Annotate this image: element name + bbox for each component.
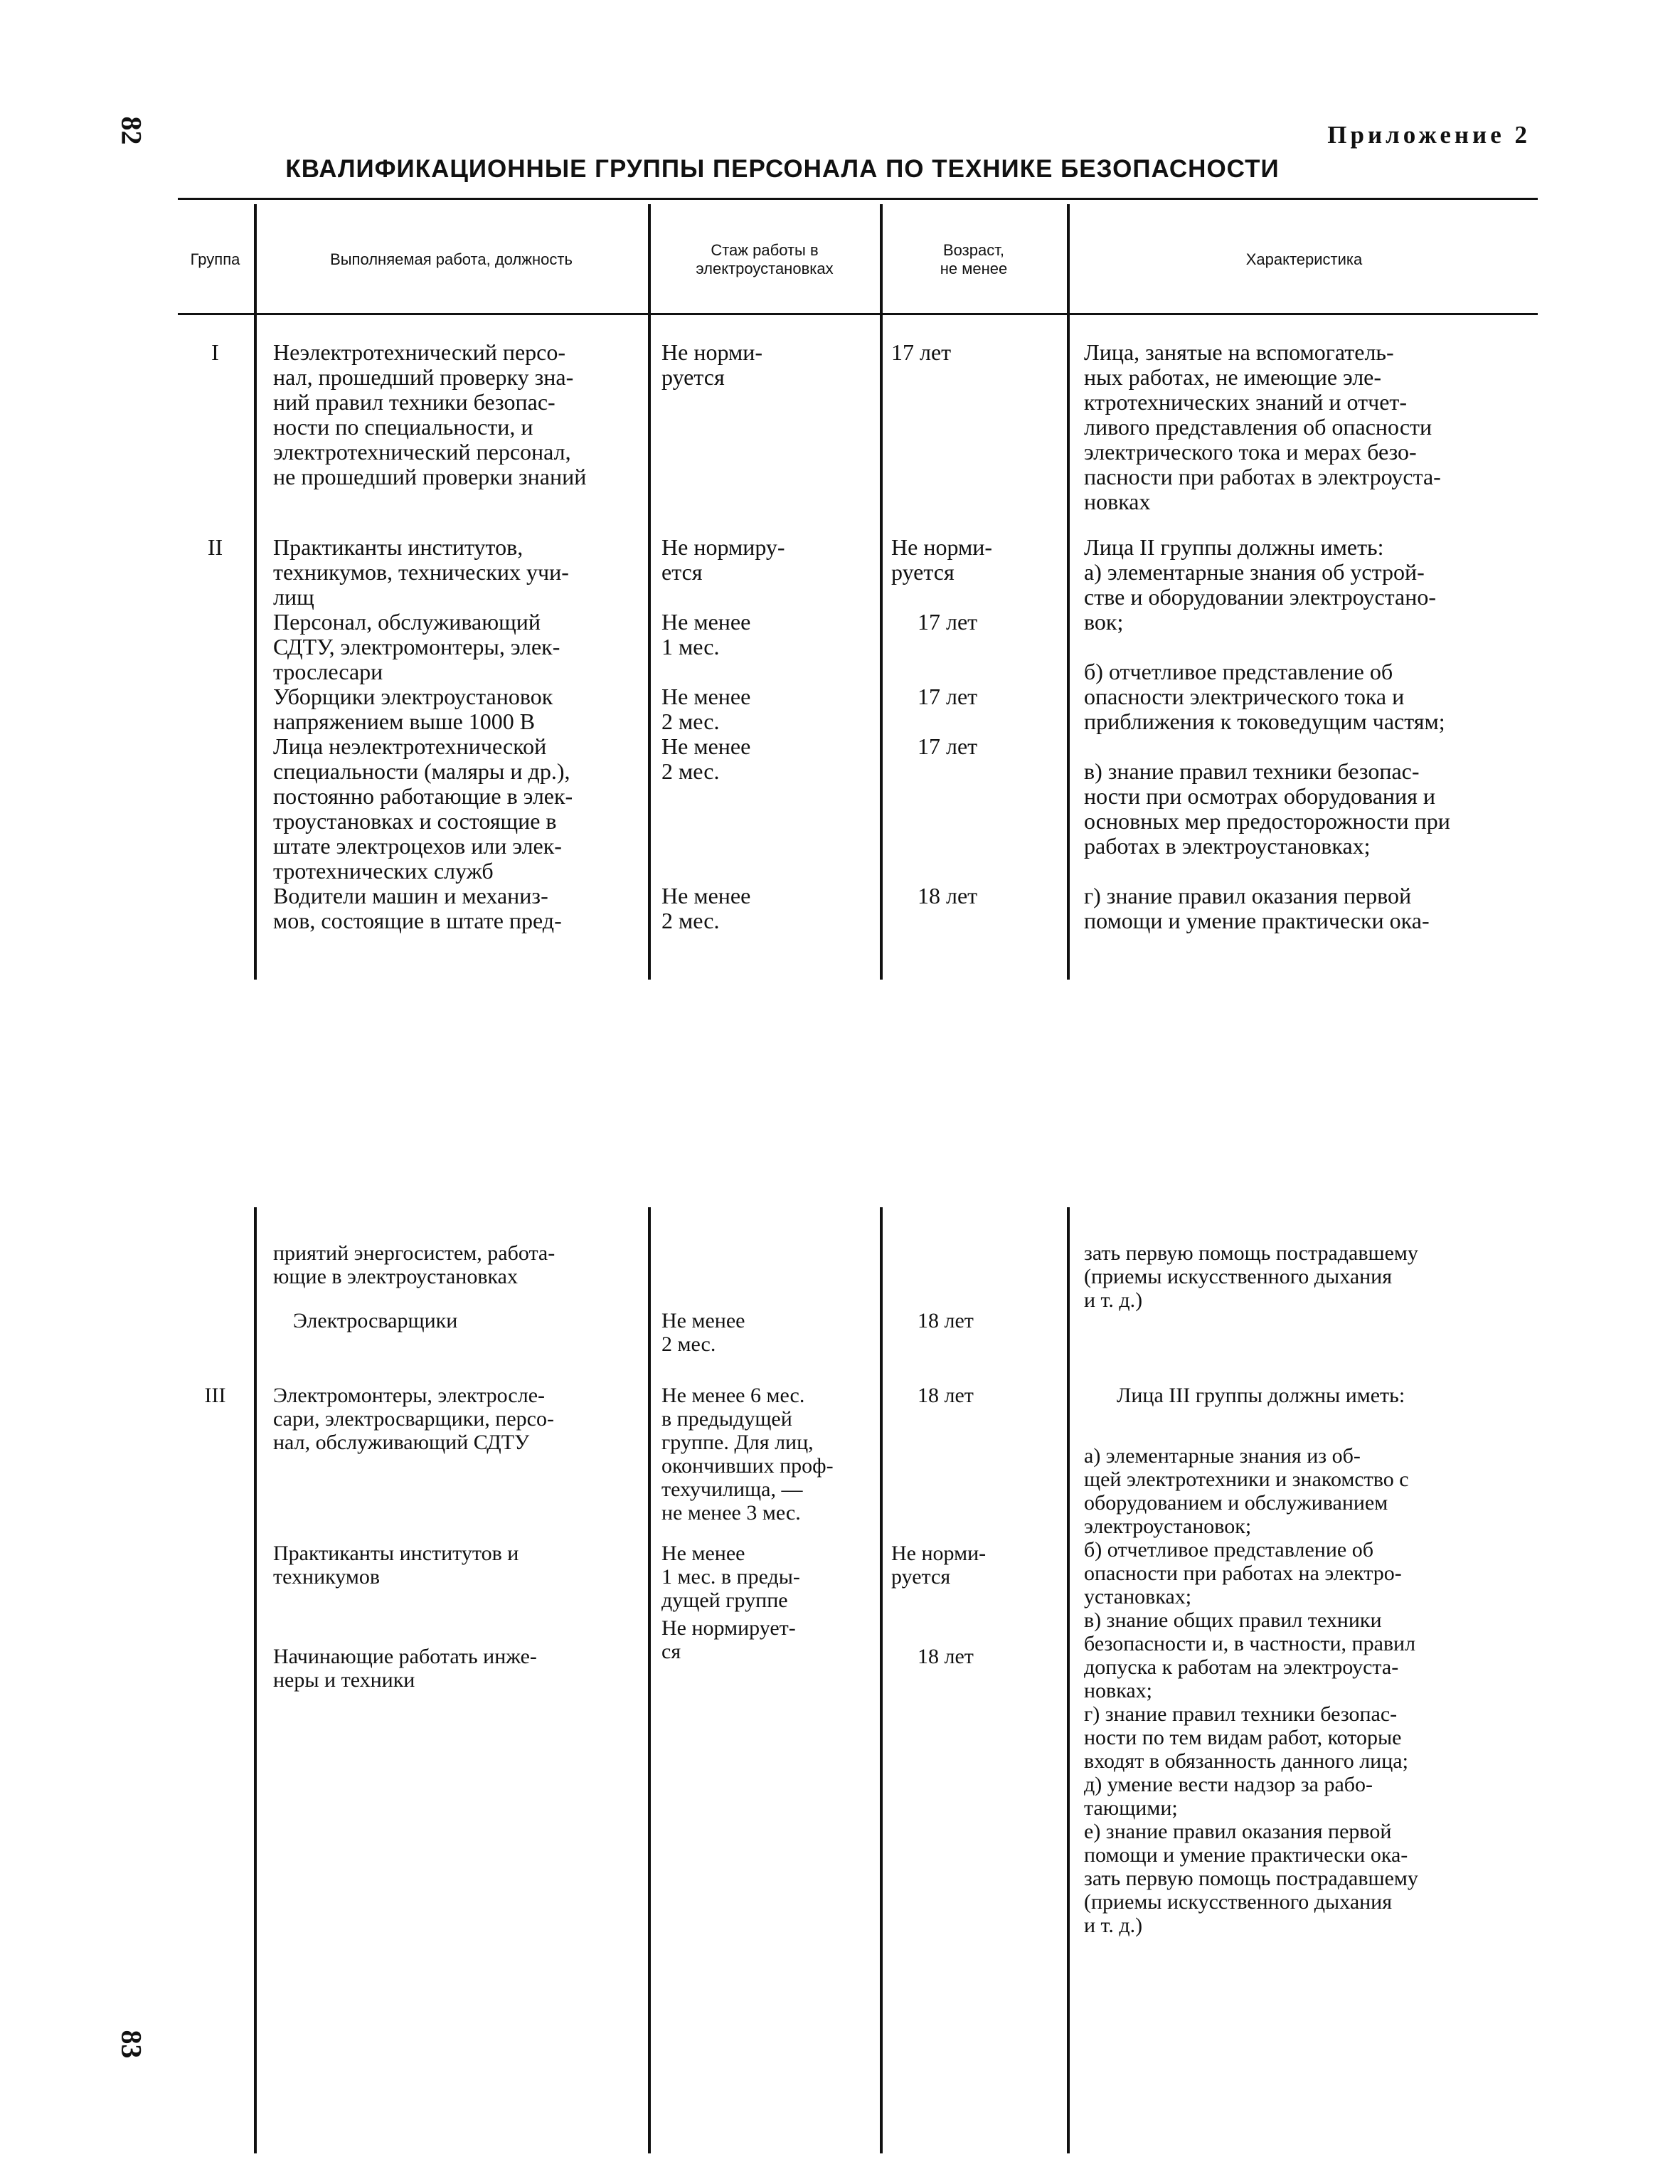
group-ii-characteristic-d: г) знание правил оказания первой помощи и умение практически ока- bbox=[1084, 883, 1430, 933]
group-ii-experience-4: Не менее 2 мес. bbox=[661, 733, 751, 784]
group-ii-work-4: Лица неэлектротехнической специальности (маляры и др.), постоянно работающие в элек- троустановках и состоящие в штате электроцехов или элек- тротехнических служб bbox=[273, 733, 573, 884]
lower-col-divider-2 bbox=[648, 1207, 651, 2153]
welders-work: Электросварщики bbox=[293, 1309, 458, 1332]
group-iii-label: III bbox=[204, 1384, 226, 1407]
group-iii-experience-1: Не менее 6 мес. в предыдущей группе. Для лиц, окончивших проф- техучилища, — не менее 3 мес. bbox=[661, 1384, 834, 1525]
table-top-rule bbox=[178, 198, 1538, 200]
group-i-characteristic: Лица, занятые на вспомогатель- ных работах, не имеющие эле- ктротехнических знаний и отчет- ливого представления об опасности электрического тока и мерах безо- пасности при работах в электроуста- новках bbox=[1084, 339, 1441, 514]
group-iii-age-2: Не норми- руется bbox=[891, 1542, 987, 1589]
group-i-label: I bbox=[211, 339, 219, 365]
group-ii-age-4: 17 лет bbox=[918, 733, 978, 759]
col-divider-4 bbox=[1067, 204, 1070, 980]
group-ii-experience-2: Не менее 1 мес. bbox=[661, 609, 751, 659]
group-ii-label: II bbox=[207, 534, 223, 560]
group-ii-age-2: 17 лет bbox=[918, 609, 978, 635]
group-ii-characteristic-c: в) знание правил техники безопас- ности при осмотрах оборудования и основных мер предосторожности при работах в электроустановках; bbox=[1084, 758, 1450, 859]
header-work: Выполняемая работа, должность bbox=[330, 250, 573, 268]
page-number-top: 82 bbox=[115, 116, 148, 145]
group-iii-work-2: Практиканты институтов и техникумов bbox=[273, 1542, 519, 1589]
group-ii-characteristic-b: б) отчетливое представление об опасности электрического тока и приближения к токоведущим частям; bbox=[1084, 659, 1445, 734]
header-characteristic: Характеристика bbox=[1245, 250, 1363, 268]
group-ii-characteristic-a: Лица II группы должны иметь: а) элементарные знания об устрой- стве и оборудовании электроустано- вок; bbox=[1084, 534, 1436, 635]
group-ii-age-5: 18 лет bbox=[918, 883, 978, 908]
header-group: Группа bbox=[190, 250, 240, 268]
group-ii-experience-5: Не менее 2 мес. bbox=[661, 883, 751, 933]
col-divider-1 bbox=[254, 204, 257, 980]
header-bottom-rule bbox=[178, 313, 1538, 315]
group-ii-work-1: Практиканты институтов, техникумов, технических учи- лищ bbox=[273, 534, 569, 610]
page-number-bottom: 83 bbox=[115, 2030, 148, 2059]
lower-col-divider-4 bbox=[1067, 1207, 1070, 2153]
group-i-work: Неэлектротехнический персо- нал, прошедший проверку зна- ний правил техники безопас- ности по специальности, и электротехнический персонал, не прошедший проверки знаний bbox=[273, 339, 587, 489]
group-ii-work-2: Персонал, обслуживающий СДТУ, электромонтеры, элек- трослесари bbox=[273, 609, 560, 684]
group-iii-characteristic: а) элементарные знания из об- щей электротехники и знакомство с оборудованием и обслуживанием электроустановок; б) отчетливое представление об опасности при работах на электро- установках; в) знание общих правил техники безопасности и, в частности, правил допуска к работам на электроуста- новках; г) знание правил техники безопас- ности по тем видам работ, которые входят в обязанность данного лица; д) умение вести надзор за рабо- тающими; е) знание правил оказания первой помощи и умение практически ока- зать первую помощь пострадавшему (приемы искусственного дыхания и т. д.) bbox=[1084, 1444, 1418, 1937]
lower-col-divider-1 bbox=[254, 1207, 257, 2153]
group-ii-work-3: Уборщики электроустановок напряжением выше 1000 В bbox=[273, 684, 553, 734]
group-i-experience: Не норми- руется bbox=[661, 339, 762, 390]
page-title: КВАЛИФИКАЦИОННЫЕ ГРУППЫ ПЕРСОНАЛА ПО ТЕХНИКЕ БЕЗОПАСНОСТИ bbox=[285, 155, 1280, 183]
group-ii-experience-3: Не менее 2 мес. bbox=[661, 684, 751, 734]
group-iii-experience-2: Не менее 1 мес. в преды- дущей группе bbox=[661, 1542, 800, 1612]
continuation-characteristic: зать первую помощь пострадавшему (приемы искусственного дыхания и т. д.) bbox=[1084, 1241, 1418, 1312]
col-divider-2 bbox=[648, 204, 651, 980]
group-iii-experience-3: Не нормирует- ся bbox=[661, 1616, 796, 1663]
group-iii-work-3: Начинающие работать инже- неры и техники bbox=[273, 1645, 537, 1692]
continuation-work: приятий энергосистем, работа- ющие в электроустановках bbox=[273, 1241, 555, 1288]
header-age: Возраст, не менее bbox=[940, 241, 1008, 277]
col-divider-3 bbox=[880, 204, 883, 980]
group-ii-age-1: Не норми- руется bbox=[891, 534, 992, 585]
group-i-age: 17 лет bbox=[891, 339, 952, 365]
lower-col-divider-3 bbox=[880, 1207, 883, 2153]
welders-experience: Не менее 2 мес. bbox=[661, 1309, 745, 1356]
welders-age: 18 лет bbox=[918, 1309, 974, 1332]
appendix-label: Приложение 2 bbox=[1327, 121, 1531, 149]
group-iii-characteristic-intro: Лица III группы должны иметь: bbox=[1117, 1384, 1405, 1407]
group-iii-age-1: 18 лет bbox=[918, 1384, 974, 1407]
group-iii-age-3: 18 лет bbox=[918, 1645, 974, 1668]
header-experience: Стаж работы в электроустановках bbox=[696, 241, 834, 277]
group-ii-experience-1: Не нормиру- ется bbox=[661, 534, 785, 585]
group-ii-work-5: Водители машин и механиз- мов, состоящие в штате пред- bbox=[273, 883, 562, 933]
group-iii-work-1: Электромонтеры, электросле- сари, электросварщики, персо- нал, обслуживающий СДТУ bbox=[273, 1384, 554, 1454]
group-ii-age-3: 17 лет bbox=[918, 684, 978, 709]
